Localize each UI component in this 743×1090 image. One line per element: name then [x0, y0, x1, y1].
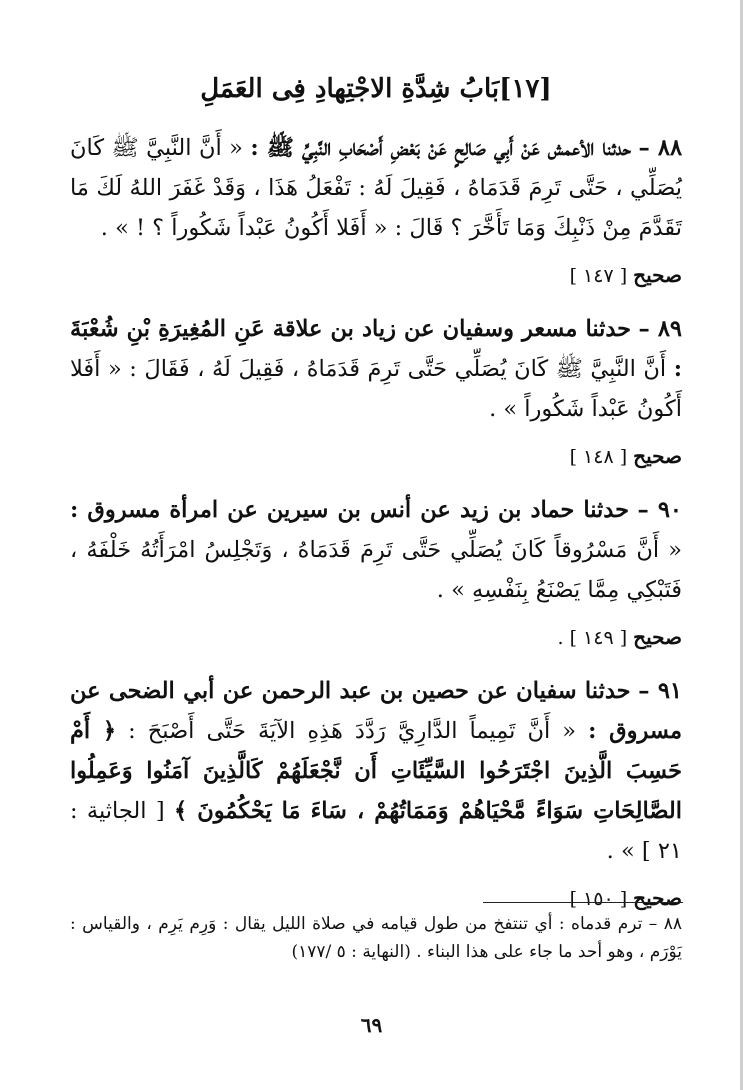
hadith-88	[70, 128, 682, 291]
hadith-text	[70, 309, 682, 429]
narrator-chain: حدثنا الأعمش عَنْ أَبِي صَالِحٍ عَنْ بَعْضِ أَصْحَابِ النَّبِيِّ ﷺ :	[250, 135, 632, 161]
grade-label: صحيح	[633, 625, 682, 649]
hadith-body: « أَنَّ مَسْرُوقاً كَانَ يُصَلِّي حَتَّى تَرِمَ قَدَمَاهُ ، وَتَجْلِسُ امْرَأَتُهُ خَلْفَهُ ، فَتَبْكِي مِمَّا يَصْنَعُ بِنَفْسِهِ » .	[70, 537, 682, 603]
footnote-divider	[483, 902, 683, 903]
hadith-grade-line	[70, 260, 682, 291]
hadith-grade-line	[70, 622, 682, 653]
chapter-title: [١٧]بَابُ شِدَّةِ الاجْتِهادِ فِى العَمَلِ	[200, 74, 552, 104]
grade-label: صحيح	[633, 886, 682, 910]
footnote: ٨٨ – ترم قدماه : أي تنتفخ من طول قيامه في صلاة الليل يقال : وَرِم يَرِم ، والقياس : يَوْرَم ، وهو أحد ما جاء على هذا البناء . (النهاية : ٥ /١٧٧)	[70, 914, 682, 962]
grade-label: صحيح	[633, 263, 682, 287]
hadith-number: ٩١ –	[638, 678, 682, 704]
narrator-chain: حدثنا مسعر وسفيان عن زياد بن علاقة عَنِ المُغِيرَةِ بْنِ شُعْبَةَ :	[70, 316, 683, 382]
hadith-number: ٨٩ –	[638, 316, 683, 342]
hadith-91	[70, 671, 682, 914]
hadith-body: « أَنَّ تَمِيماً الدَّارِيَّ رَدَّدَ هَذِهِ الآيَةَ حَتَّى أَصْبَحَ :	[128, 718, 577, 744]
hadith-90	[70, 490, 682, 653]
hadith-body: « أَنَّ النَّبِيَّ ﷺ كَانَ يُصَلِّي ، حَتَّى تَرِمَ قَدَمَاهُ ، فَقِيلَ لَهُ : تَفْعَلُ هَذَا ، وَقَدْ غَفَرَ اللهُ لَكَ مَا تَقَدَّمَ مِنْ ذَنْبِكَ وَمَا تَأَخَّرَ ؟ قَالَ : « أَفَلا أَكُونُ عَبْداً شَكُوراً ؟ ! » .	[70, 135, 682, 241]
verse-citation: [ الجاثية : ٢١ ] » .	[70, 798, 682, 864]
grade-reference: [ ١٤٨ ]	[569, 446, 628, 468]
hadith-body: أَنَّ النَّبِيَّ ﷺ كَانَ يُصَلِّي حَتَّى تَرِمَ قَدَمَاهُ ، فَقِيلَ لَهُ ، فَقَالَ : « أَفَلا أَكُونُ عَبْداً شَكُوراً » .	[70, 356, 682, 422]
page-body	[70, 68, 682, 932]
narrator-chain: حدثنا حماد بن زيد عن أنس بن سيرين عن امرأة مسروق :	[70, 497, 630, 523]
grade-label: صحيح	[633, 444, 682, 468]
hadith-89	[70, 309, 682, 472]
hadith-number: ٩٠ –	[637, 497, 683, 523]
hadith-number: ٨٨ –	[638, 135, 683, 161]
hadith-text	[70, 490, 682, 610]
grade-reference: [ ١٥٠ ]	[569, 888, 628, 910]
hadith-text	[70, 671, 682, 871]
grade-reference: [ ١٤٩ ] .	[557, 627, 628, 649]
quran-verse: ﴿ أَمْ حَسِبَ الَّذِينَ اجْتَرَحُوا السَّيِّئَاتِ أَن نَّجْعَلَهُمْ كَالَّذِينَ آمَنُوا وَعَمِلُوا الصَّالِحَاتِ سَوَاءً مَّحْيَاهُمْ وَمَمَاتُهُمْ ، سَاءَ مَا يَحْكُمُونَ ﴾	[70, 718, 683, 824]
page-number: ٦٩	[360, 1013, 383, 1037]
narrator-chain: حدثنا سفيان عن حصين بن عبد الرحمن عن أبي الضحى عن مسروق :	[70, 678, 682, 744]
grade-reference: [ ١٤٧ ]	[569, 265, 628, 287]
hadith-grade-line	[70, 441, 682, 472]
hadith-text	[70, 128, 682, 248]
